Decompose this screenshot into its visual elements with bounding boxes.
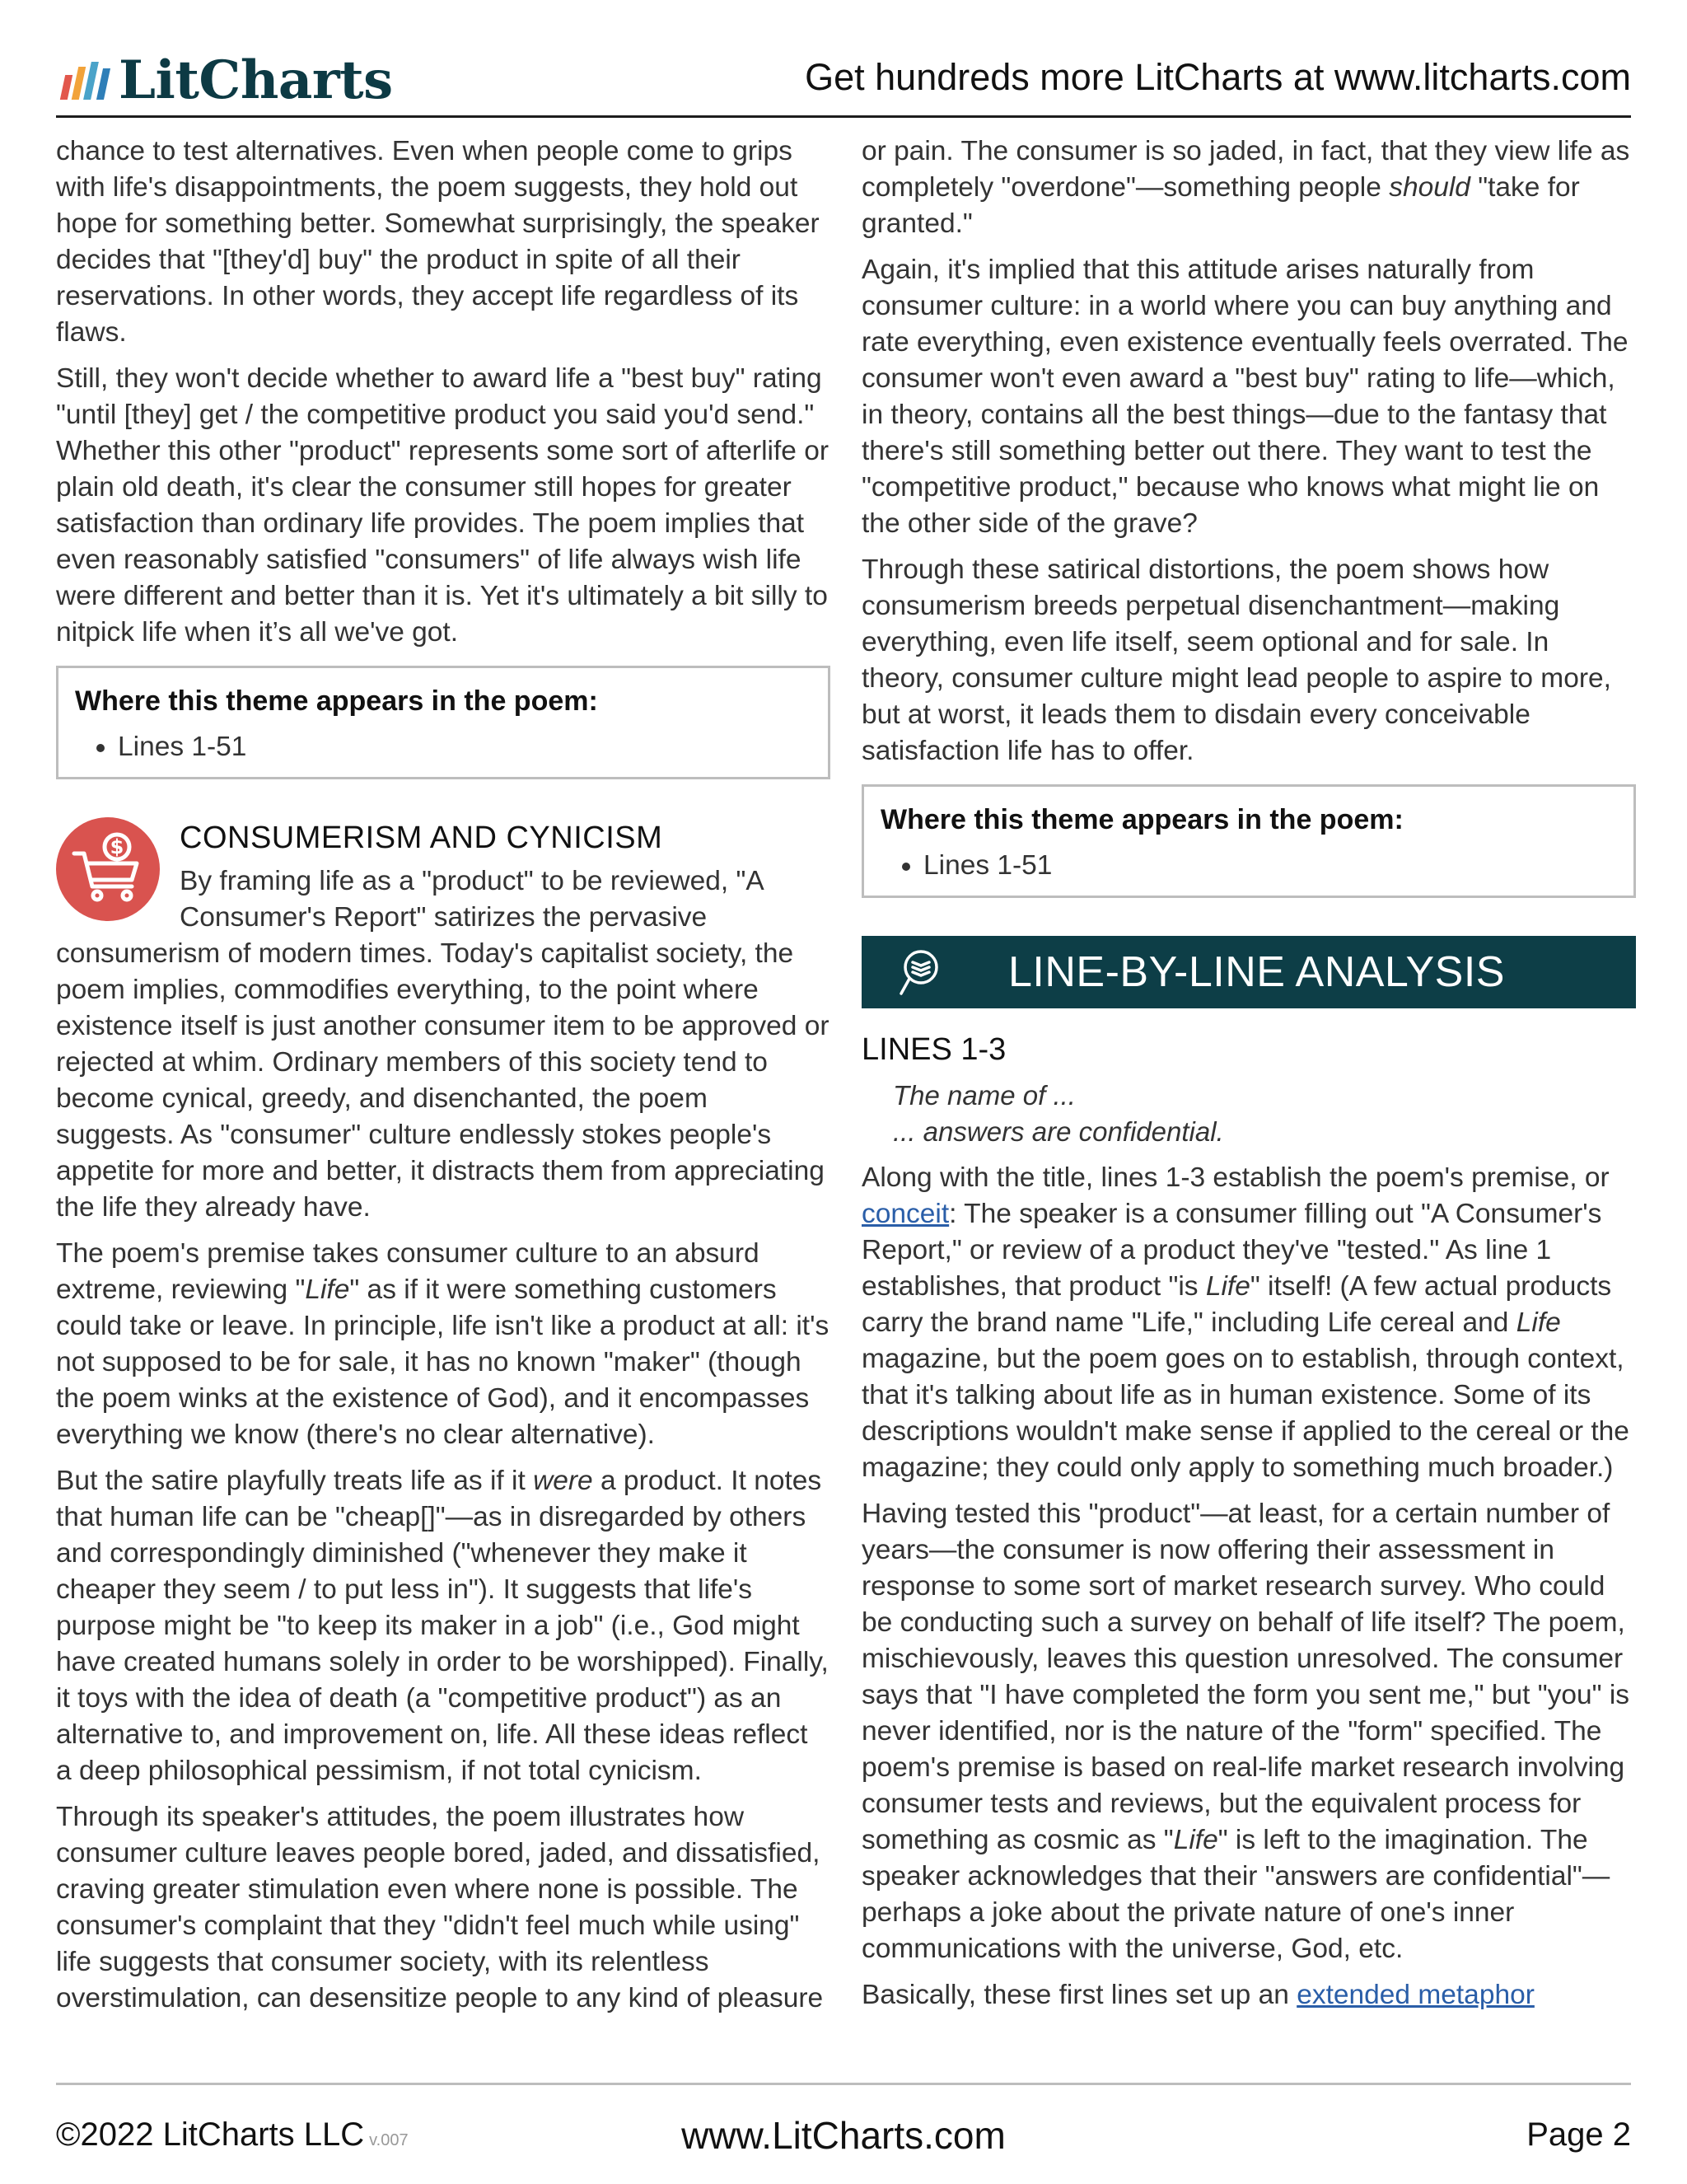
theme-appearance-box	[862, 784, 1636, 898]
paragraph: Again, it's implied that this attitude arises naturally from consumer culture: in a world where you can buy anything and rate everything, even existence eventually feels overrated. The consumer won't even award a "best buy" rating to life—which, in theory, contains all the best things—due to the fantasy that there's still something better out there. They want to test the "competitive product," because who knows what might lie on the other side of the grave?	[862, 255, 1629, 539]
paragraph: or pain. The consumer is so jaded, in fact, that they view life as completely "overdone"—something people should "take for granted."	[862, 136, 1630, 239]
theme-lines-item: • Lines 1-51	[923, 848, 1617, 884]
paragraph: Basically, these first lines set up an extended metaphor	[862, 1980, 1535, 2010]
logo-bars-icon	[63, 62, 107, 100]
paragraph: chance to test alternatives. Even when people come to grips with life's disappointments, the poem suggests, they hold out hope for something better. Somewhat surprisingly, the speaker decides that "[they'd] buy" the product in spite of all their reservations. In other words, they accept life regardless of its flaws.	[56, 136, 820, 348]
page-footer	[56, 2083, 1631, 2184]
theme-lines-list	[881, 848, 1617, 884]
paragraph: By framing life as a "product" to be reviewed, "A Consumer's Report" satirizes the pervasive consumerism of modern times. Today's capitalist society, the poem implies, commodifies everything, to the point where existence itself is just another consumer item to be approved or rejected at whim. Ordinary members of this society tend to become cynical, greedy, and disenchanted, the poem suggests. As "consumer" culture endlessly stokes people's appetite for more and better, it distracts them from appreciating the life they already have.	[56, 866, 829, 1223]
theme-lines-item: • Lines 1-51	[118, 729, 811, 765]
right-column	[862, 133, 1636, 2023]
footer-site-link[interactable]: www.LitCharts.com	[681, 2114, 1006, 2157]
footer-copyright: ©2022 LitCharts LLC v.007	[56, 2116, 409, 2153]
paragraph: Through these satirical distortions, the poem shows how consumerism breeds perpetual disenchantment—making everything, even life itself, seem optional and for sale. In theory, consumer culture might lead people to aspire to more, but at worst, it leads them to disdain every conceivable satisfaction life has to offer.	[862, 554, 1611, 766]
lines-heading: LINES 1-3	[862, 1032, 1007, 1067]
theme-section-consumerism	[56, 817, 830, 1226]
conceit-link[interactable]: conceit	[862, 1199, 950, 1229]
line-by-line-banner	[862, 936, 1636, 1008]
theme-appearance-box	[56, 666, 830, 779]
theme-box-title: Where this theme appears in the poem:	[881, 804, 1404, 835]
poem-quote: The name of ...	[893, 1080, 1076, 1111]
section-title: CONSUMERISM AND CYNICISM	[180, 821, 663, 855]
paragraph: Still, they won't decide whether to award life a "best buy" rating "until [they] get / the competitive product you said you'd send." Whether this other "product" represents some sort of afterlife or plain old death, it's clear the consumer still hopes for greater satisfaction than ordinary life provides. The poem implies that even reasonably satisfied "consumers" of life always wish life were different and better than it is. Yet it's ultimately a bit silly to nitpick life when it’s all we've got.	[56, 363, 829, 648]
header-tagline[interactable]: Get hundreds more LitCharts at www.litcharts.com	[805, 56, 1631, 98]
paragraph: The poem's premise takes consumer culture to an absurd extreme, reviewing "Life" as if it were something customers could take or leave. In principle, life isn't like a product at all: it's not supposed to be for sale, it has no known "maker" (though the poem winks at the existence of God), and it encompasses everything we know (there's no clear alternative).	[56, 1238, 829, 1450]
banner-title: LINE-BY-LINE ANALYSIS	[1008, 948, 1505, 996]
magnifier-book-icon	[898, 947, 947, 1003]
shopping-cart-dollar-icon	[56, 817, 160, 921]
theme-lines-list	[75, 729, 811, 765]
litcharts-logo[interactable]	[63, 49, 393, 111]
version-label: v.007	[369, 2131, 409, 2149]
theme-box-title: Where this theme appears in the poem:	[75, 685, 598, 717]
poem-quote: ... answers are confidential.	[893, 1116, 1224, 1147]
paragraph: Having tested this "product"—at least, for a certain number of years—the consumer is now offering their assessment in response to some sort of market research survey. Who could be conducting such a survey on behalf of life itself? The poem, mischievously, leaves this question unresolved. The consumer says that "I have completed the form you sent me," but "you" is never identified, nor is the nature of the "form" specified. The poem's premise is based on real-life market research involving consumer tests and reviews, but the equivalent process for something as cosmic as "Life" is left to the imagination. The speaker acknowledges that their "answers are confidential"—perhaps a joke about the private nature of one's inner communications with the universe, God, etc.	[862, 1499, 1630, 1964]
page-header	[56, 44, 1631, 118]
page-number: Page 2	[1526, 2116, 1631, 2153]
extended-metaphor-link[interactable]: extended metaphor	[1297, 1980, 1535, 2010]
paragraph: Through its speaker's attitudes, the poem illustrates how consumer culture leaves people bored, jaded, and dissatisfied, craving greater stimulation even where none is possible. The consumer's complaint that they "didn't feel much while using" life suggests that consumer society, with its relentless overstimulation, can desensitize people to any kind of pleasure	[56, 1802, 824, 2013]
paragraph: But the satire playfully treats life as if it were a product. It notes that human life can be "cheap[]"—as in disregarded by others and correspondingly diminished ("whenever they make it cheaper they seem / to put less in"). It suggests that life's purpose might be "to keep its maker in a job" (i.e., God might have created humans solely in order to be worshipped). Finally, it toys with the idea of death (a "competitive product") as an alternative to, and improvement on, life. All these ideas reflect a deep philosophical pessimism, if not total cynicism.	[56, 1466, 829, 1786]
logo-text: LitCharts	[119, 49, 393, 111]
svg-text:$: $	[110, 835, 124, 858]
paragraph: Along with the title, lines 1-3 establish the poem's premise, or conceit: The speaker is a consumer filling out "A Consumer's Report," or review of a product they've "tested." As line 1 establishes, that product "is Life" itself! (A few actual products carry the brand name "Life," including Life cereal and Life magazine, but the poem goes on to establish, through context, that it's talking about life as in human existence. Some of its descriptions wouldn't make sense if applied to the cereal or the magazine; they could only apply to something much broader.)	[862, 1162, 1629, 1483]
left-column	[56, 133, 830, 2027]
